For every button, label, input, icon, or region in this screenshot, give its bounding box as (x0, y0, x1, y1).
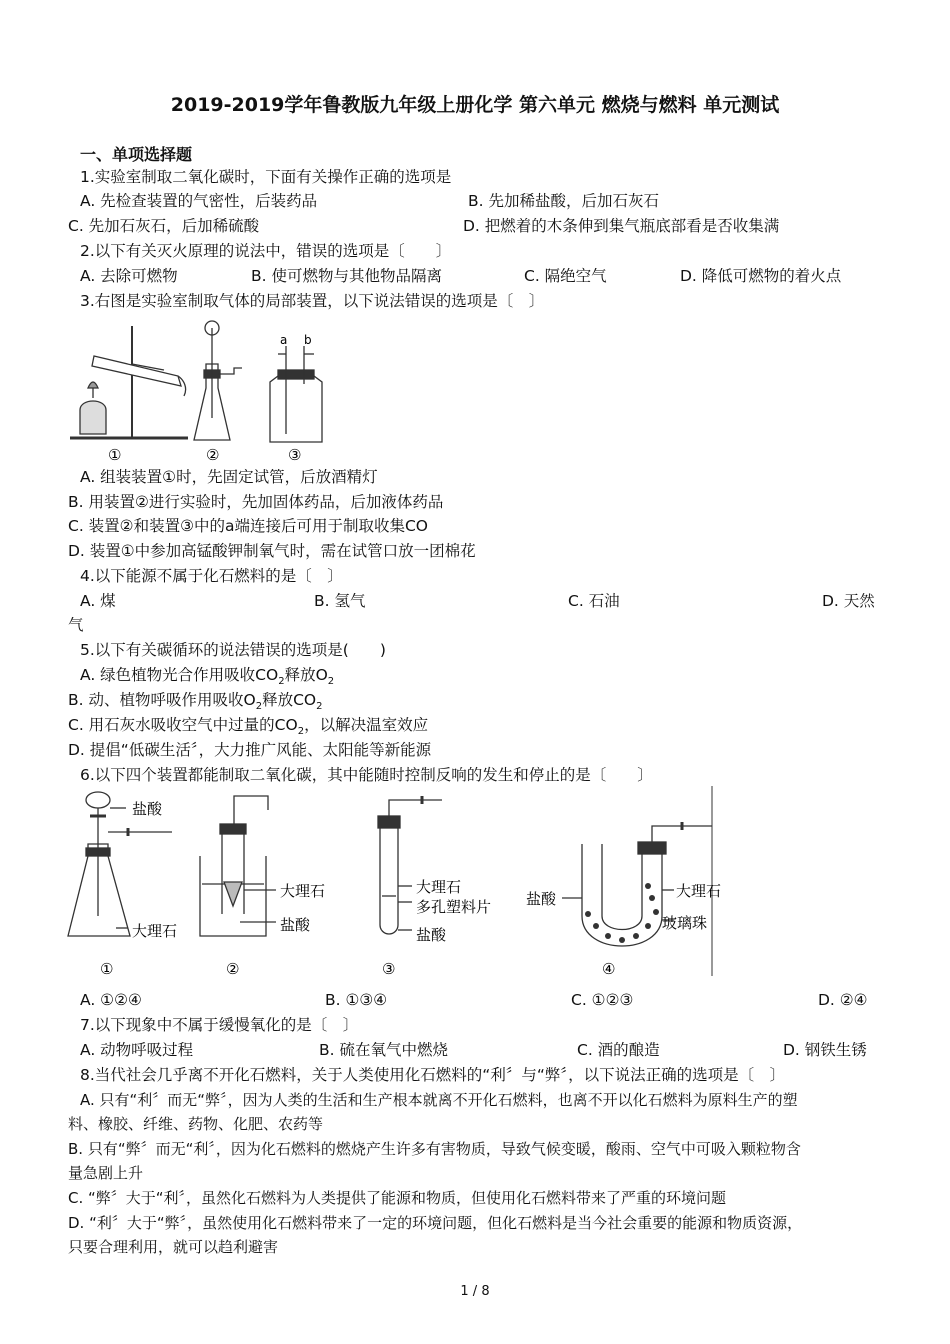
q7-option-b[interactable]: B. 硫在氧气中燃烧 (319, 1041, 448, 1059)
q6-label-dalishi-3: 大理石 (416, 878, 462, 896)
page-title: 2019-2019学年鲁教版九年级上册化学 第六单元 燃烧与燃料 单元测试 (170, 94, 780, 116)
q1-option-c[interactable]: C. 先加石灰石，后加稀硫酸 (68, 217, 260, 235)
q6-label-yansuan-2: 盐酸 (280, 916, 311, 934)
q5-option-c[interactable]: C. 用石灰水吸收空气中过量的$CO_2$，以解决温室效应 (68, 716, 429, 738)
question-5-stem: 5.以下有关碳循环的说法错误的选项是( ) (80, 641, 386, 659)
q3-option-d[interactable]: D. 装置①中参加高锰酸钾制氧气时，需在试管口放一团棉花 (68, 542, 476, 560)
q6-label-dalishi-1: 大理石 (132, 922, 178, 940)
q8-option-d-wrap: 只要合理利用，就可以趋利避害 (68, 1238, 279, 1256)
q6-label-yansuan-1: 盐酸 (132, 800, 163, 818)
q7-option-a[interactable]: A. 动物呼吸过程 (80, 1041, 194, 1059)
q3-option-a[interactable]: A. 组装装置①时，先固定试管，后放酒精灯 (80, 468, 378, 486)
q4-option-c[interactable]: C. 石油 (568, 592, 620, 610)
q8-option-b[interactable]: B. 只有“弊〞而无“利〞，因为化石燃料的燃烧产生许多有害物质，导致气候变暖，酸雨、空气中可吸入颗粒物含 (68, 1140, 801, 1158)
q3-option-c[interactable]: C. 装置②和装置③中的a端连接后可用于制取收集CO (68, 517, 428, 535)
q6-option-a[interactable]: A. ①②④ (80, 991, 142, 1009)
q8-option-a-wrap: 料、橡胶、纤维、药物、化肥、农药等 (68, 1115, 324, 1133)
q6-option-d[interactable]: D. ②④ (818, 991, 868, 1009)
q5-option-d[interactable]: D. 提倡“低碳生活〞，大力推广风能、太阳能等新能源 (68, 741, 432, 759)
question-2-stem: 2.以下有关灭火原理的说法中，错误的选项是〔 〕 (80, 242, 452, 260)
section-heading: 一、单项选择题 (80, 145, 193, 164)
q4-option-a[interactable]: A. 煤 (80, 592, 116, 610)
q1-option-d[interactable]: D. 把燃着的木条伸到集气瓶底部看是否收集满 (463, 217, 780, 235)
q2-option-b[interactable]: B. 使可燃物与其他物品隔离 (251, 267, 442, 285)
q3-fig-label-1: ① (108, 446, 122, 462)
q5-option-b[interactable]: B. 动、植物呼吸作用吸收$O_2$释放$CO_2$ (68, 691, 323, 713)
q2-option-d[interactable]: D. 降低可燃物的着火点 (680, 267, 842, 285)
q8-option-c[interactable]: C. “弊〞大于“利〞，虽然化石燃料为人类提供了能源和物质，但使用化石燃料带来了严重的环境问题 (68, 1189, 727, 1207)
q2-option-c[interactable]: C. 隔绝空气 (524, 267, 607, 285)
q4-option-b[interactable]: B. 氢气 (314, 592, 366, 610)
q6-fig-label-2: ② (226, 960, 240, 978)
q4-option-d[interactable]: D. 天然 (822, 592, 875, 610)
q6-apparatus-figure (62, 786, 722, 984)
question-7-stem: 7.以下现象中不属于缓慢氧化的是〔 〕 (80, 1016, 359, 1034)
q6-label-boli: 玻璃珠 (662, 914, 708, 932)
q8-option-a[interactable]: A. 只有“利〞而无“弊〞，因为人类的生活和生产根本就离不开化石燃料，也离不开以化石燃料为原料生产的塑 (80, 1091, 798, 1109)
q3-fig-label-b: b (304, 333, 312, 347)
q8-option-d[interactable]: D. “利〞大于“弊〞，虽然使用化石燃料带来了一定的环境问题，但化石燃料是当今社会重要的能源和物质资源， (68, 1214, 803, 1232)
q6-option-b[interactable]: B. ①③④ (325, 991, 388, 1009)
q6-label-duokong: 多孔塑料片 (416, 898, 492, 916)
q1-option-a[interactable]: A. 先检查装置的气密性，后装药品 (80, 192, 318, 210)
q8-option-b-wrap: 量急剧上升 (68, 1164, 144, 1182)
q6-label-yansuan-4: 盐酸 (526, 890, 557, 908)
page-number: 1 / 8 (460, 1284, 490, 1299)
q2-option-a[interactable]: A. 去除可燃物 (80, 267, 178, 285)
q6-option-c[interactable]: C. ①②③ (571, 991, 634, 1009)
q3-fig-label-2: ② (206, 446, 220, 462)
q6-fig-label-1: ① (100, 960, 114, 978)
q6-label-dalishi-4: 大理石 (676, 882, 722, 900)
q6-fig-label-3: ③ (382, 960, 396, 978)
q7-option-d[interactable]: D. 钢铁生锈 (783, 1041, 867, 1059)
question-8-stem: 8.当代社会几乎离不开化石燃料，关于人类使用化石燃料的“利〞与“弊〞，以下说法正确的选项是〔 〕 (80, 1066, 786, 1084)
question-3-stem: 3.右图是实验室制取气体的局部装置，以下说法错误的选项是〔 〕 (80, 292, 545, 310)
q7-option-c[interactable]: C. 酒的酿造 (577, 1041, 660, 1059)
q4-option-d-wrap: 气 (68, 616, 84, 634)
q3-option-b[interactable]: B. 用装置②进行实验时，先加固体药品，后加液体药品 (68, 493, 444, 511)
q3-fig-label-3: ③ (288, 446, 302, 462)
q1-option-b[interactable]: B. 先加稀盐酸，后加石灰石 (468, 192, 659, 210)
q3-apparatus-figure (66, 318, 346, 466)
question-1-stem: 1.实验室制取二氧化碳时，下面有关操作正确的选项是 (80, 168, 452, 186)
q6-label-dalishi-2: 大理石 (280, 882, 326, 900)
question-4-stem: 4.以下能源不属于化石燃料的是〔 〕 (80, 567, 343, 585)
q6-label-yansuan-3: 盐酸 (416, 926, 447, 944)
q5-option-a[interactable]: A. 绿色植物光合作用吸收$CO_2$释放$O_2$ (80, 666, 335, 688)
q6-fig-label-4: ④ (602, 960, 616, 978)
question-6-stem: 6.以下四个装置都能制取二氧化碳，其中能随时控制反响的发生和停止的是〔 〕 (80, 766, 653, 784)
q3-fig-label-a: a (280, 333, 288, 347)
